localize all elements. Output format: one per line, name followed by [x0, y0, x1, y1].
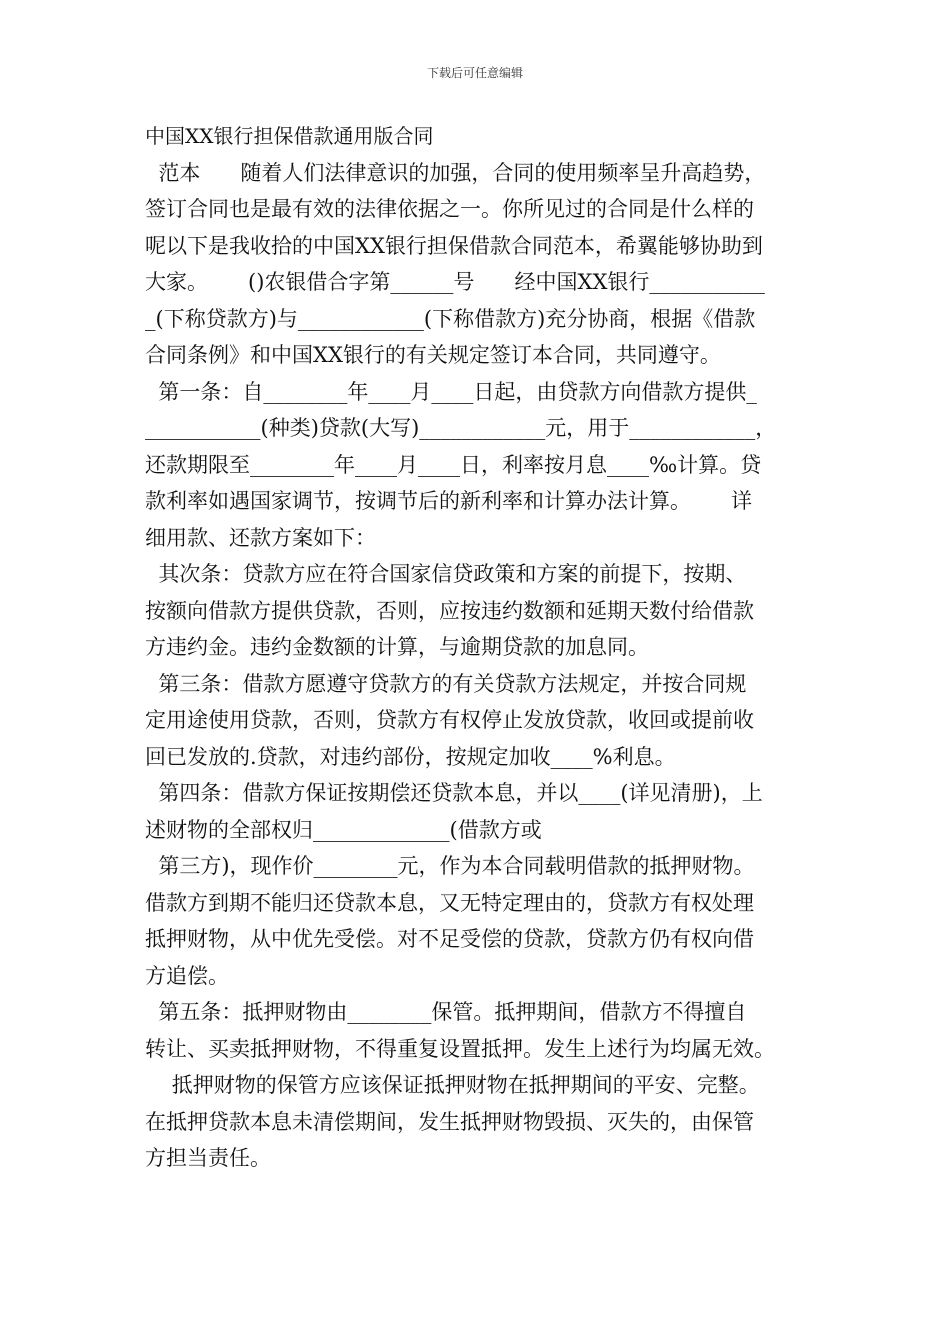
text-line: _(下称贷款方)与____________(下称借款方)充分协商，根据《借款: [145, 306, 756, 331]
document-title: 中国XX银行担保借款通用版合同: [145, 124, 434, 148]
text-line: 还款期限至________年____月____日，利率按月息____‰计算。贷: [145, 452, 762, 477]
text-line: 方违约金。违约金数额的计算，与逾期贷款的加息同。: [145, 635, 649, 659]
text-line: 款利率如遇国家调节，按调节后的新利率和计算办法计算。 详: [145, 489, 753, 513]
article-5-line: 第五条：抵押财物由________保管。抵押期间，借款方不得擅自: [145, 1000, 747, 1024]
text-line: 方担当责任。: [145, 1146, 271, 1170]
text-line: 定用途使用贷款，否则，贷款方有权停止发放贷款，收回或提前收: [145, 708, 754, 732]
article-3-line: 第三条：借款方愿遵守贷款方的有关贷款方法规定，并按合同规: [145, 671, 747, 696]
text-line: 转让、买卖抵押财物，不得重复设置抵押。发生上述行为均属无效。: [145, 1036, 775, 1061]
text-line: 大家。 ()农银借合字第______号 经中国XX银行___________: [145, 270, 765, 294]
text-line: 抵押财物的保管方应该保证抵押财物在抵押期间的平安、完整。: [145, 1073, 760, 1097]
article-1-line: 第一条：自________年____月____日起，由贷款方向借款方提供_: [145, 379, 757, 404]
text-line: 在抵押贷款本息未清偿期间，发生抵押财物毁损、灭失的，由保管: [145, 1109, 754, 1134]
text-line: 合同条例》和中国XX银行的有关规定签订本合同，共同遵守。: [145, 343, 721, 367]
article-4-line: 第四条：借款方保证按期偿还贷款本息，并以____(详见清册)，上: [145, 781, 763, 805]
text-line: 签订合同也是最有效的法律依据之一。你所见过的合同是什么样的: [145, 197, 754, 221]
text-line: 细用款、还款方案如下：: [145, 525, 376, 550]
text-line: ___________(种类)贷款(大写)____________元，用于____________，: [145, 416, 777, 440]
text-line: 方追偿。: [145, 963, 229, 988]
text-line: 第三方)，现作价________元，作为本合同载明借款的抵押财物。: [145, 854, 755, 878]
article-2-line: 其次条：贷款方应在符合国家信贷政策和方案的前提下，按期、: [145, 562, 747, 586]
text-line: 按额向借款方提供贷款，否则，应按违约数额和延期天数付给借款: [145, 598, 754, 623]
text-line: 抵押财物，从中优先受偿。对不足受偿的贷款，贷款方仍有权向借: [145, 927, 754, 951]
page-header: 下载后可任意编辑: [426, 66, 523, 80]
text-line: 借款方到期不能归还贷款本息，又无特定理由的，贷款方有权处理: [145, 890, 754, 915]
text-line: 范本 随着人们法律意识的加强，合同的使用频率呈升高趋势，: [145, 160, 766, 185]
document-body: [145, 118, 810, 1177]
text-line: 述财物的全部权归_____________(借款方或: [145, 817, 542, 842]
text-line: 回已发放的.贷款，对违约部份，按规定加收____%利息。: [145, 744, 676, 769]
text-line: 呢以下是我收拾的中国XX银行担保借款合同范本，希翼能够协助到: [145, 233, 763, 258]
